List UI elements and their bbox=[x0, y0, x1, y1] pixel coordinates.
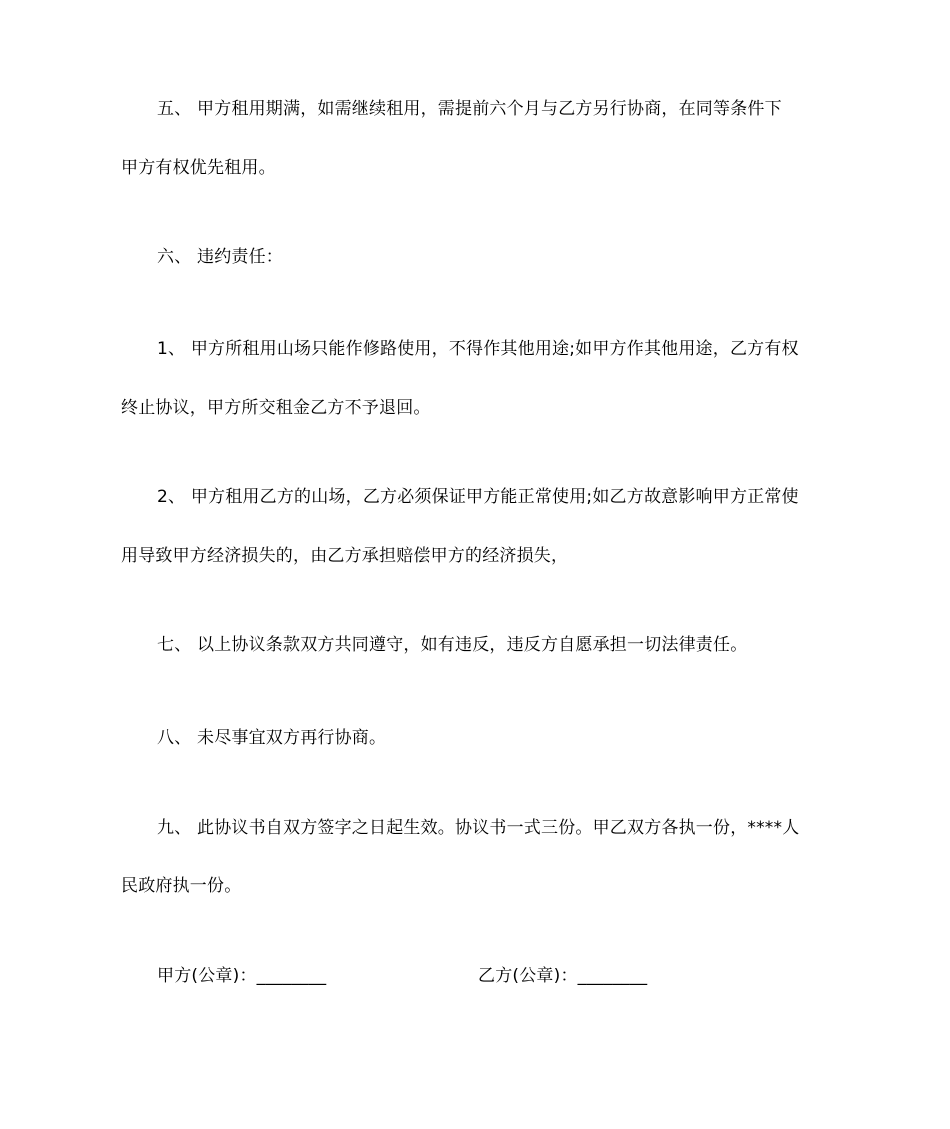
clause-6-2-line-1: 2、 甲方租用乙方的山场，乙方必须保证甲方能正常使用;如乙方故意影响甲方正常使 bbox=[157, 487, 799, 507]
clause-6-1-line-2: 终止协议，甲方所交租金乙方不予退回。 bbox=[121, 398, 431, 418]
party-b-signature: 乙方(公章)：________ bbox=[478, 966, 648, 986]
clause-8-line: 八、 未尽事宜双方再行协商。 bbox=[157, 728, 387, 748]
clause-9-line-2: 民政府执一份。 bbox=[121, 876, 242, 896]
clause-6-heading: 六、 违约责任： bbox=[157, 247, 284, 267]
clause-5-line-1: 五、 甲方租用期满，如需继续租用，需提前六个月与乙方另行协商，在同等条件下 bbox=[157, 99, 782, 119]
clause-5-line-2: 甲方有权优先租用。 bbox=[121, 158, 276, 178]
party-a-signature: 甲方(公章)：________ bbox=[157, 966, 327, 986]
clause-6-1-line-1: 1、 甲方所租用山场只能作修路使用，不得作其他用途;如甲方作其他用途，乙方有权 bbox=[157, 339, 799, 359]
clause-6-2-line-2: 用导致甲方经济损失的，由乙方承担赔偿甲方的经济损失， bbox=[121, 546, 569, 566]
clause-9-line-1: 九、 此协议书自双方签字之日起生效。协议书一式三份。甲乙双方各执一份，****人 bbox=[157, 818, 800, 838]
clause-7-line: 七、 以上协议条款双方共同遵守，如有违反，违反方自愿承担一切法律责任。 bbox=[157, 635, 748, 655]
